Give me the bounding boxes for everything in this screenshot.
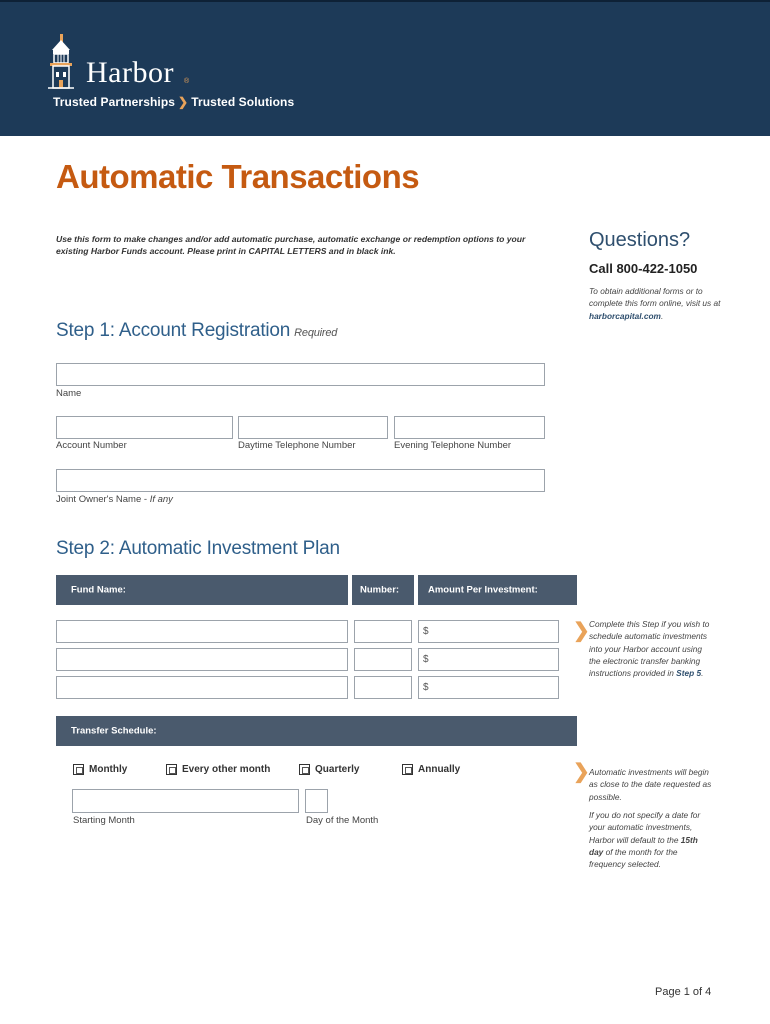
quarterly-checkbox[interactable] [299, 764, 359, 775]
questions-heading: Questions? [589, 229, 691, 251]
transfer-schedule-header [56, 716, 577, 746]
starting-month-label: Starting Month [73, 815, 135, 826]
fund-number-field-2[interactable] [354, 648, 412, 671]
fund-name-header-text: Fund Name: [71, 584, 126, 596]
every-other-month-checkbox[interactable] [166, 764, 270, 775]
dollar-sign: $ [423, 682, 429, 693]
forms-note [589, 285, 729, 322]
checkbox-icon[interactable] [299, 764, 310, 775]
number-header-text: Number: [360, 584, 400, 596]
required-tag: Required [294, 327, 338, 339]
step1-title-text: Step 1: Account Registration [56, 320, 291, 341]
checkbox-icon[interactable] [402, 764, 413, 775]
daytime-phone-field[interactable] [238, 416, 388, 439]
fund-name-field-2[interactable] [56, 648, 348, 671]
amount-field-3[interactable] [418, 676, 559, 699]
transfer-schedule-header-text: Transfer Schedule: [71, 725, 157, 737]
amount-field-2[interactable] [418, 648, 559, 671]
daytime-phone-label: Daytime Telephone Number [238, 440, 356, 451]
tagline-right: Trusted Solutions [191, 95, 295, 109]
joint-owner-label-text: Joint Owner's Name - [56, 494, 150, 505]
header-banner [0, 0, 770, 136]
forms-note-end: . [660, 310, 664, 321]
fund-number-field-3[interactable] [354, 676, 412, 699]
page-number: Page 1 of 4 [655, 986, 712, 998]
evening-phone-field[interactable] [394, 416, 545, 439]
checkbox-icon[interactable] [73, 764, 84, 775]
website-link[interactable]: harborcapital.com [589, 310, 661, 321]
chevron-right-icon: ❯ [178, 95, 189, 109]
fund-number-field-1[interactable] [354, 620, 412, 643]
amount-header-text: Amount Per Investment: [428, 584, 538, 596]
brand-name: Harbor [86, 56, 174, 89]
joint-owner-field[interactable] [56, 469, 545, 492]
day-of-month-field[interactable] [305, 789, 328, 813]
step5-link[interactable]: Step 5 [676, 668, 702, 679]
joint-owner-optional: If any [149, 494, 173, 505]
starting-month-field[interactable] [72, 789, 299, 813]
name-label: Name [56, 388, 82, 399]
annually-label: Annually [418, 764, 461, 775]
account-number-label: Account Number [56, 440, 127, 451]
page-title: Automatic Transactions [56, 158, 420, 195]
fund-name-field-3[interactable] [56, 676, 348, 699]
joint-owner-label [56, 494, 173, 505]
chevron-right-icon: ❯ [573, 620, 590, 642]
step2-title: Step 2: Automatic Investment Plan [56, 538, 340, 559]
day-of-month-label: Day of the Month [306, 815, 379, 826]
intro-text: Use this form to make changes and/or add automatic purchase, automatic exchange or redemption options to your existing Harbor Funds account. Please print in CAPITAL LETTERS and in black ink. [56, 234, 526, 256]
annually-checkbox[interactable] [402, 764, 460, 775]
schedule-note-2 [589, 809, 714, 870]
number-header [352, 575, 414, 605]
evening-phone-label: Evening Telephone Number [394, 440, 512, 451]
amount-header [418, 575, 577, 605]
registered-mark: ® [184, 78, 190, 85]
amount-field-1[interactable] [418, 620, 559, 643]
chevron-right-icon: ❯ [573, 761, 590, 783]
monthly-label: Monthly [89, 764, 128, 775]
forms-note-text: To obtain additional forms or to complete this form online, visit us at [589, 286, 721, 309]
tagline-left: Trusted Partnerships [53, 95, 176, 109]
schedule-note-2-text: If you do not specify a date for your automatic investments, Harbor will default to the [589, 810, 701, 845]
quarterly-label: Quarterly [315, 764, 360, 775]
dollar-sign: $ [423, 654, 429, 665]
schedule-note-2-end: of the month for the frequency selected. [589, 846, 678, 870]
default-day: 15th day [589, 834, 698, 857]
schedule-note-1: Automatic investments will begin as close to the date requested as possible. [589, 767, 712, 802]
phone-number: Call 800-422-1050 [589, 261, 698, 276]
account-number-field[interactable] [56, 416, 233, 439]
fund-name-field-1[interactable] [56, 620, 348, 643]
fund-name-header [56, 575, 348, 605]
step2-note-text: Complete this Step if you wish to schedule automatic investments into your Harbor account using the electronic transfer banking instructions provided in [589, 619, 710, 679]
step1-title [56, 320, 337, 342]
every-other-month-label: Every other month [182, 764, 271, 775]
step2-note [589, 618, 714, 679]
dollar-sign: $ [423, 626, 429, 637]
tagline [53, 95, 294, 109]
monthly-checkbox[interactable] [73, 764, 127, 775]
checkbox-icon[interactable] [166, 764, 177, 775]
name-field[interactable] [56, 363, 545, 386]
step2-note-end: . [701, 668, 704, 679]
